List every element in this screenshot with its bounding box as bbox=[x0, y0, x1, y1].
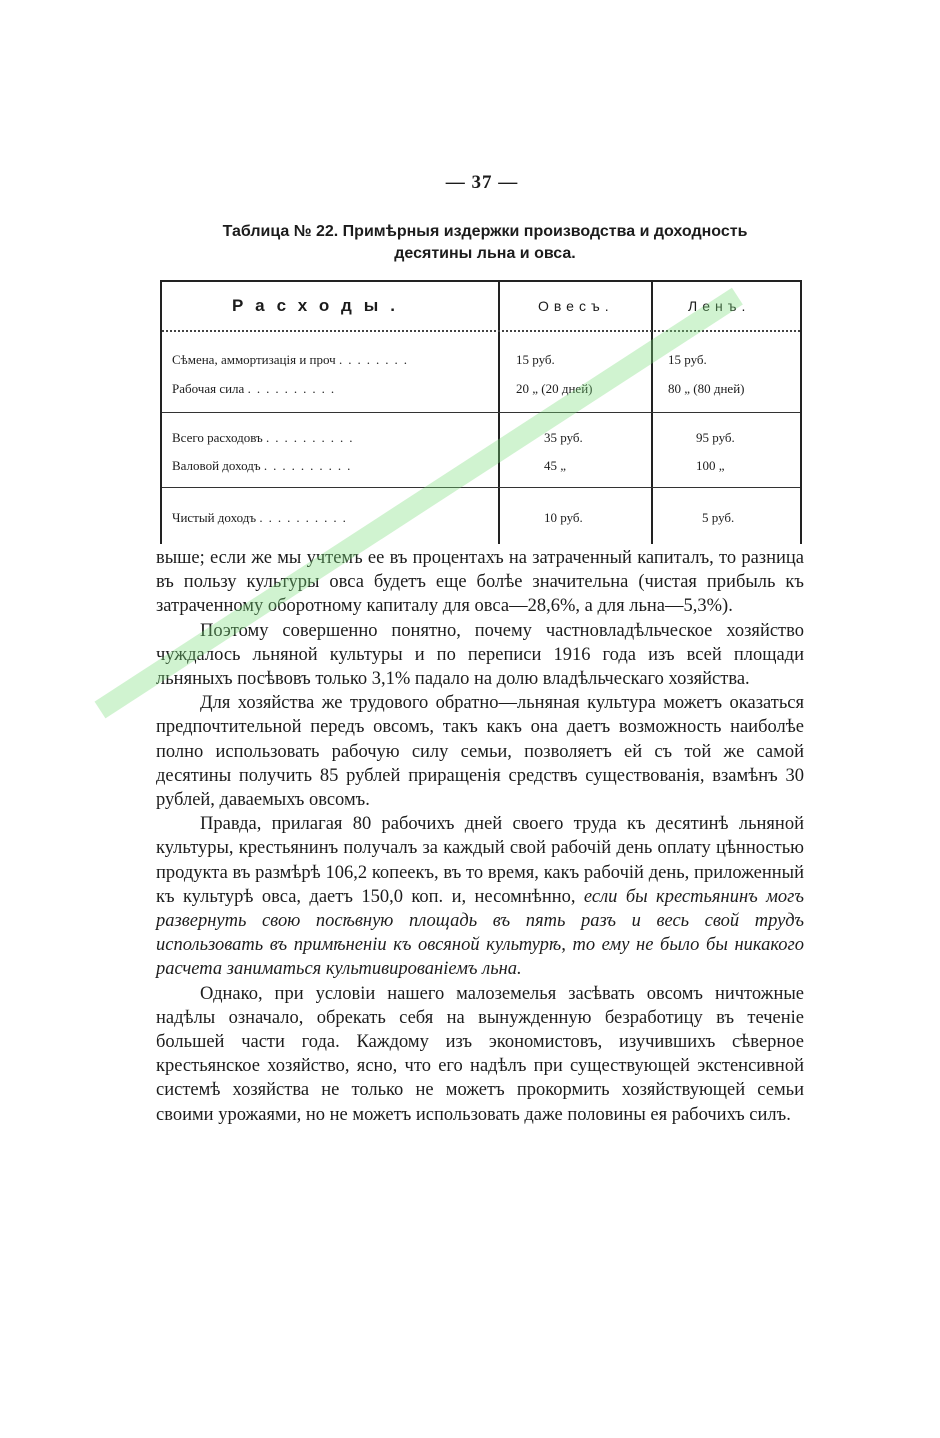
header-expenses: Расходы. bbox=[232, 296, 408, 315]
row-net-income-flax: 5 руб. bbox=[702, 510, 735, 525]
row-gross-income-oats: 45 „ bbox=[544, 458, 567, 473]
paragraph-2: Поэтому совершенно понятно, почему частновладѣльческое хозяйство чуждалось льняной культуры и по переписи 1916 года изъ всей площади льняныхъ посѣвовъ только 3,1% падало на долю владѣльческаго хозяйства. bbox=[156, 620, 804, 690]
row-net-income-oats: 10 руб. bbox=[544, 510, 583, 525]
row-net-income-label: Чистый доходъ bbox=[172, 510, 257, 525]
header-divider bbox=[162, 330, 800, 332]
row-divider-1 bbox=[162, 412, 800, 413]
row-gross-income bbox=[172, 458, 356, 474]
table-title-line-2: десятины льна и овса. bbox=[394, 245, 576, 262]
page-number: — 37 — bbox=[445, 172, 519, 193]
row-seeds-flax: 15 руб. bbox=[668, 352, 707, 367]
row-seeds bbox=[172, 352, 413, 368]
paragraph-1: выше; если же мы учтемъ ее въ процентахъ на затраченный капиталъ, то разница въ пользу культуры овса будетъ еще болѣе значительна (чистая прибыль къ затраченному оборотному капиталу для овса—28,6%, а для льна—5,3%). bbox=[156, 548, 804, 617]
paragraph-4-italic: если бы крестьянинъ могъ развернуть свою посѣвную площадь въ пять разъ и весь свой трудъ использовать въ примѣненіи къ овсяной культурѣ, то ему не было бы никакого расчета заниматься культивированіемъ льна. bbox=[156, 886, 805, 980]
row-labor-oats: 20 „ (20 дней) bbox=[516, 381, 593, 396]
paragraph-4-regular: Правда, прилагая 80 рабочихъ дней своего труда къ десятинѣ льняной культуры, крестьянинъ получалъ за каждый свой рабочій день оплату цѣнностью продукта въ размѣрѣ 106,2 копеекъ, въ то время, какъ рабочій день, приложенный къ культурѣ овса, даетъ 150,0 коп. и, несомнѣнно, bbox=[156, 814, 804, 907]
table-title bbox=[175, 221, 795, 265]
header-flax: Ленъ. bbox=[688, 298, 751, 314]
row-seeds-oats: 15 руб. bbox=[516, 352, 555, 367]
row-divider-2 bbox=[162, 487, 800, 488]
row-total-expenses-label: Всего расходовъ bbox=[172, 430, 263, 445]
paragraph-4 bbox=[156, 812, 804, 981]
row-total-expenses bbox=[172, 430, 359, 446]
row-total-expenses-dots: .......... bbox=[266, 430, 359, 445]
row-seeds-label: Сѣмена, аммортизація и проч bbox=[172, 352, 336, 367]
paragraph-5: Однако, при условіи нашего малоземелья засѣвать овсомъ ничтожные надѣлы означало, обрекать себя на вынужденную безработицу въ теченіе большей части года. Каждому изъ экономистовъ, изучившихъ сѣверное крестьянское хозяйство, ясно, что его надѣлъ при существующей экстенсивной системѣ хозяйства не только не можетъ прокормить хозяйствующей семьи своими урожаями, но не можетъ использовать даже половины ея рабочихъ силъ. bbox=[156, 983, 804, 1125]
row-gross-income-label: Валовой доходъ bbox=[172, 458, 261, 473]
row-net-income-dots: .......... bbox=[259, 510, 352, 525]
body-text bbox=[156, 546, 804, 1127]
row-total-expenses-oats: 35 руб. bbox=[544, 430, 583, 445]
row-net-income bbox=[172, 510, 352, 526]
column-divider-2 bbox=[651, 282, 653, 544]
table-title-line-1: Таблица № 22. Примѣрныя издержки производства и доходность bbox=[222, 223, 748, 240]
row-seeds-dots: ........ bbox=[338, 352, 413, 367]
row-gross-income-dots: .......... bbox=[263, 458, 357, 473]
header-oats: Овесъ. bbox=[538, 298, 614, 314]
row-total-expenses-flax: 95 руб. bbox=[696, 430, 735, 445]
row-labor-flax: 80 „ (80 дней) bbox=[668, 381, 745, 396]
row-labor bbox=[172, 381, 340, 397]
row-gross-income-flax: 100 „ bbox=[696, 458, 725, 473]
paragraph-3: Для хозяйства же трудового обратно—льняная культура можетъ оказаться предпочтительной передъ овсомъ, такъ какъ она даетъ возможность наиболѣе полно использовать рабочую силу семьи, позволяетъ ей съ той же самой десятины получить 85 рублей приращенія средствъ существованія, взамѣнъ 30 рублей, даваемыхъ овсомъ. bbox=[156, 693, 804, 811]
row-labor-label: Рабочая сила bbox=[172, 381, 245, 396]
column-divider-1 bbox=[498, 282, 500, 544]
row-labor-dots: .......... bbox=[247, 381, 341, 396]
